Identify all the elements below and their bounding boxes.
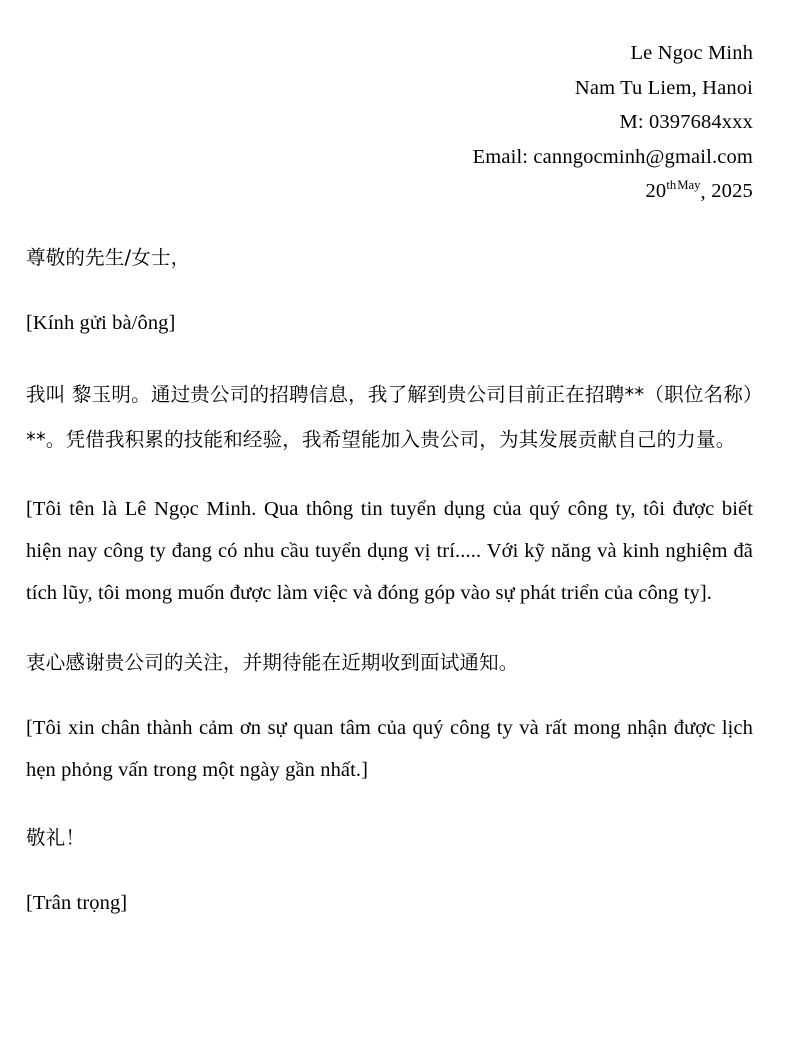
thanks-paragraph-vietnamese: [Tôi xin chân thành cảm ơn sự quan tâm của quý công ty và rất mong nhận được lịch hẹn phỏng vấn trong một ngày gần nhất.]: [26, 716, 753, 781]
spacer: [26, 462, 753, 488]
sender-email: Email: canngocminh@gmail.com: [472, 145, 753, 168]
sender-address: Nam Tu Liem, Hanoi: [574, 76, 753, 99]
letter-body: [26, 235, 753, 924]
spacer: [26, 685, 753, 707]
salutation-chinese: 尊敬的先生/女士，: [26, 245, 191, 269]
intro-paragraph-chinese: 我叫 黎玉明。通过贵公司的招聘信息，我了解到贵公司目前正在招聘**（职位名称）**。凭借我积累的技能和经验，我希望能加入贵公司，为其发展贡献自己的力量。: [26, 382, 753, 451]
date-month: May: [677, 178, 701, 193]
date-day: 20: [645, 180, 667, 202]
intro-paragraph-vietnamese: [Tôi tên là Lê Ngọc Minh. Qua thông tin tuyển dụng của quý công ty, tôi được biết hiện nay công ty đang có nhu cầu tuyển dụng vị trí..... Với kỹ năng và kinh nghiệm đã tích lũy, tôi mong muốn được làm việc và đóng góp vào sự phát triển của công ty].: [26, 497, 753, 604]
date-year: 2025: [711, 180, 753, 202]
spacer: [26, 344, 753, 372]
salutation-vietnamese: [Kính gửi bà/ông]: [26, 311, 176, 334]
letter-date: [26, 174, 753, 209]
letterhead: [26, 0, 753, 209]
sender-phone: M: 0397684xxx: [619, 111, 753, 133]
thanks-paragraph-chinese: 衷心感谢贵公司的关注，并期待能在近期收到面试通知。: [26, 650, 519, 674]
sender-name: Le Ngoc Minh: [630, 42, 753, 64]
spacer: [26, 860, 753, 882]
spacer: [26, 280, 753, 302]
date-day-suffix: th: [666, 178, 677, 193]
closing-vietnamese: [Trân trọng]: [26, 891, 128, 914]
date-comma: ,: [700, 181, 706, 203]
spacer: [26, 614, 753, 640]
spacer: [26, 791, 753, 815]
closing-chinese: 敬礼！: [26, 825, 86, 849]
